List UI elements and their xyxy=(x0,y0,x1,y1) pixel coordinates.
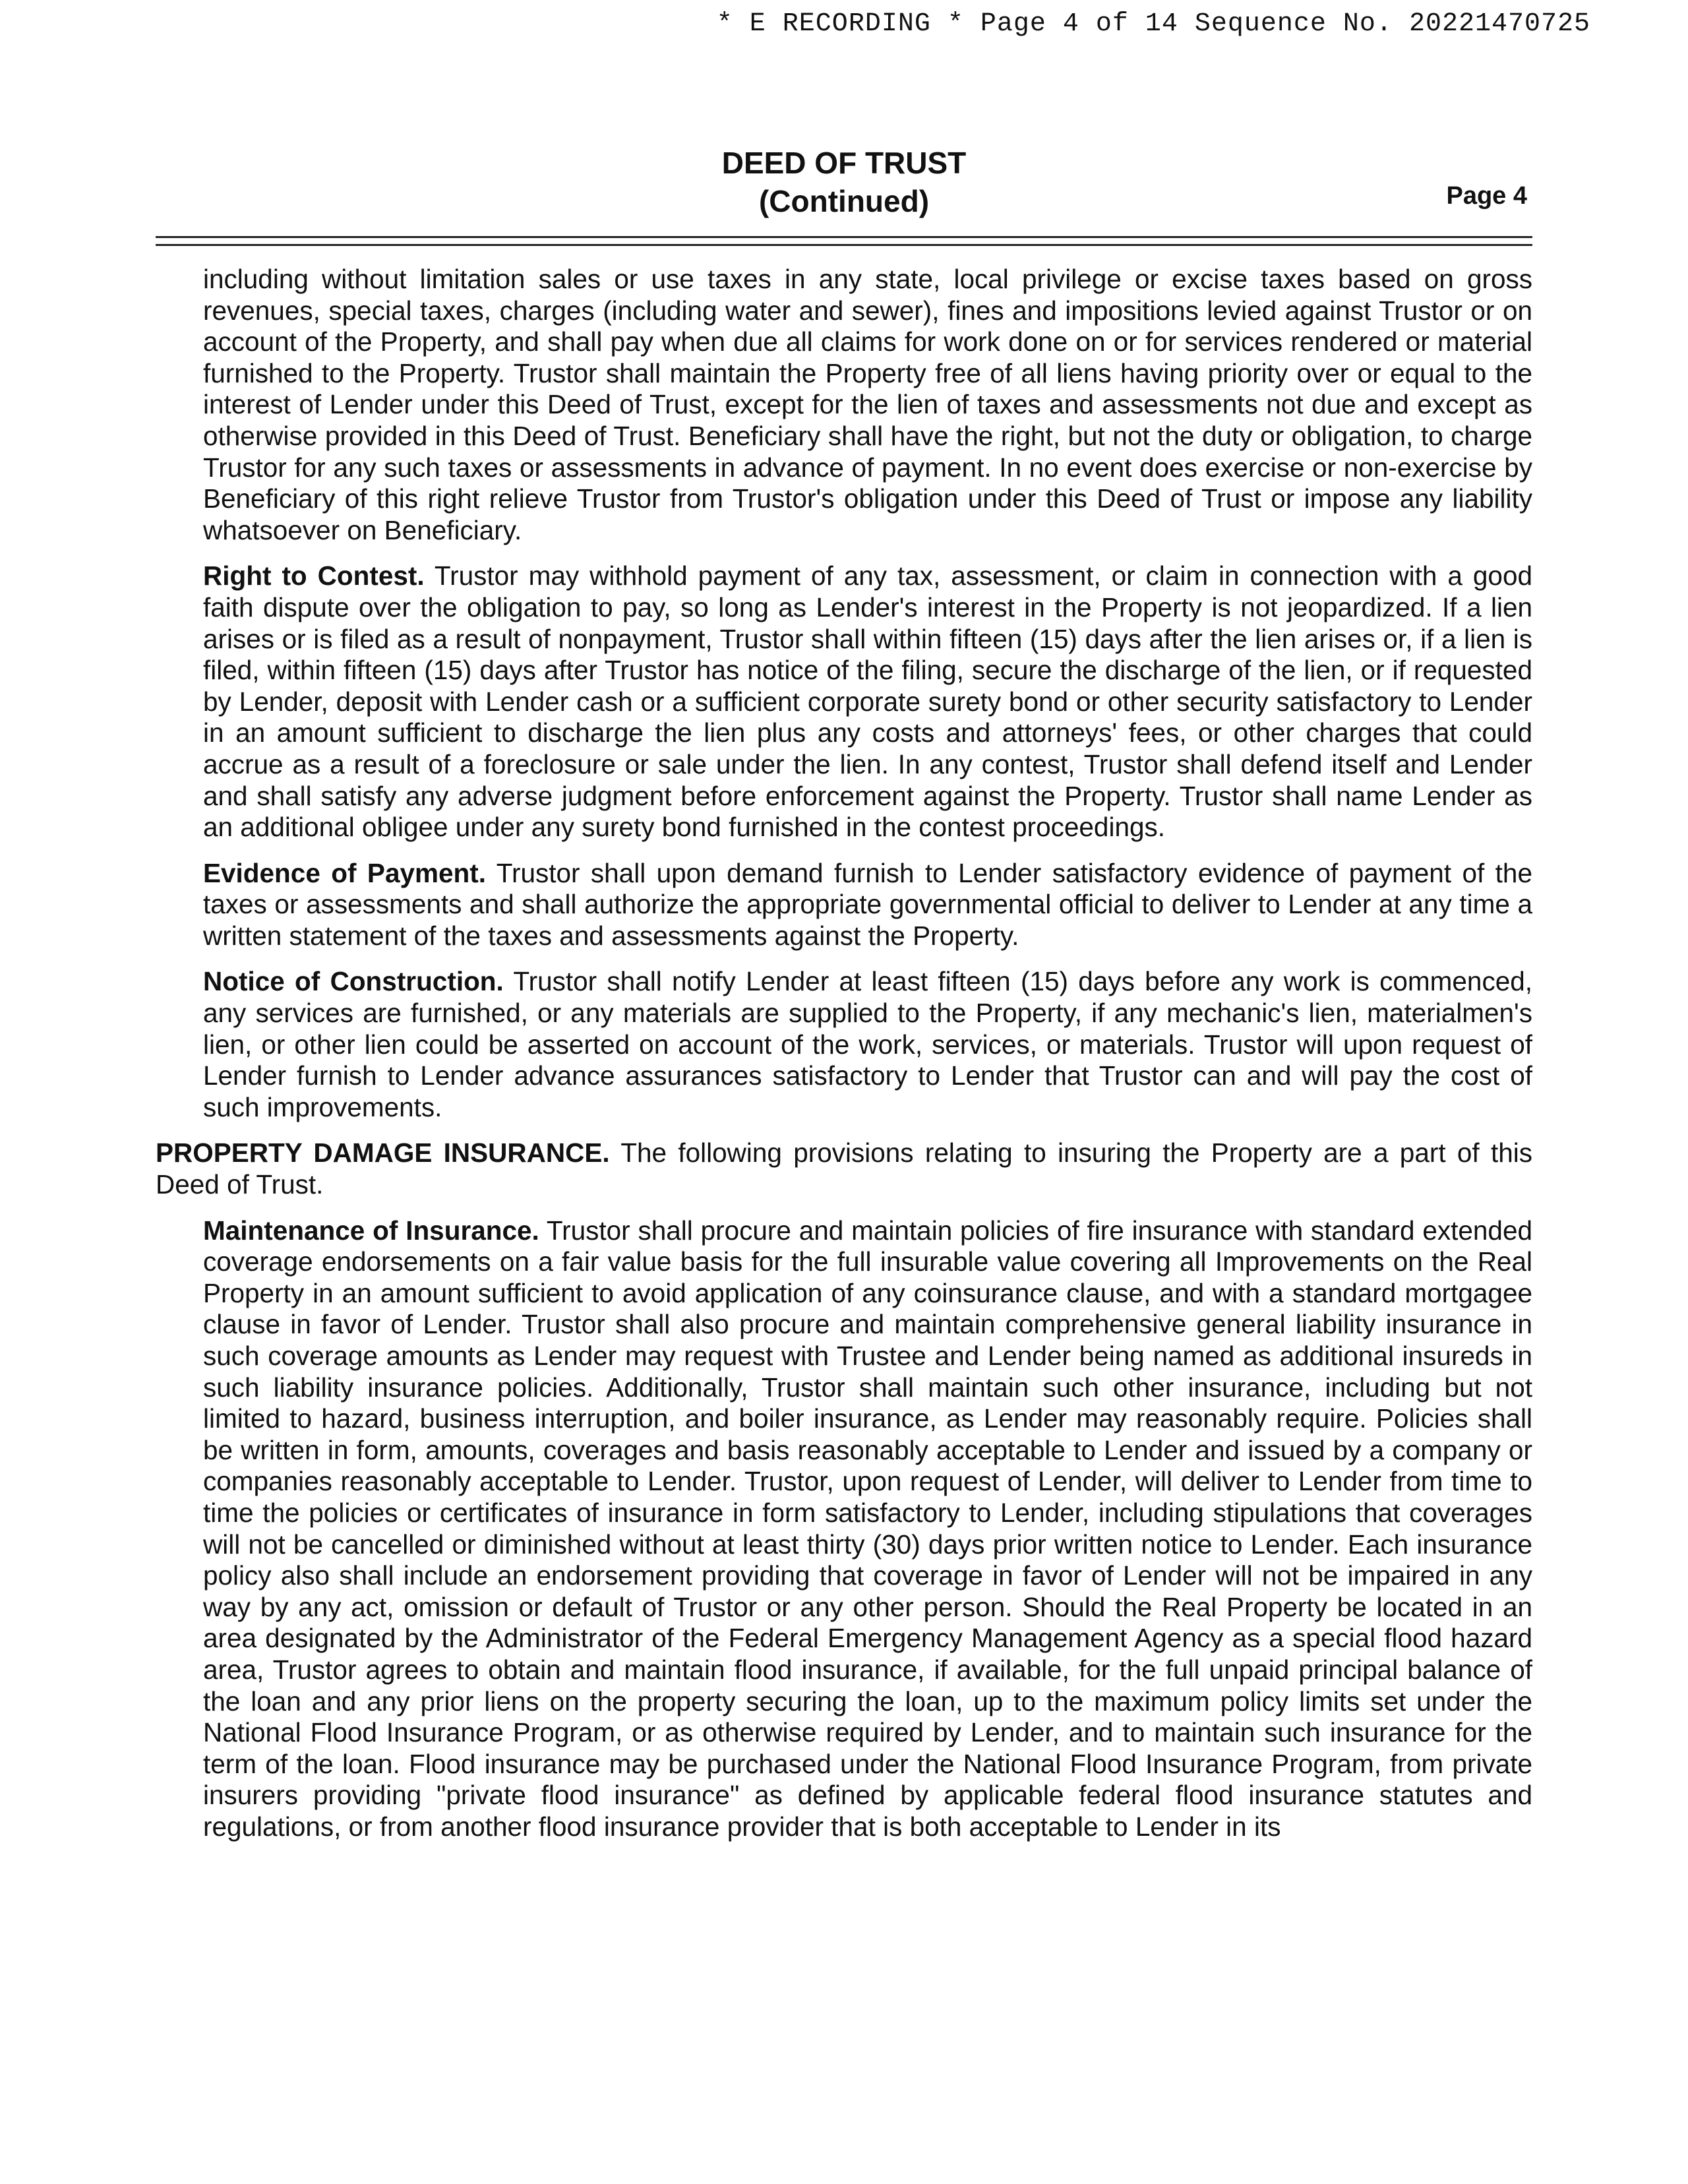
page-number: Page 4 xyxy=(1446,182,1527,210)
section-heading: Maintenance of Insurance. xyxy=(203,1215,539,1246)
document-subtitle: (Continued) xyxy=(758,184,930,218)
header-rule-top xyxy=(156,236,1532,238)
document-header xyxy=(0,144,1688,220)
section-maintenance-of-insurance xyxy=(203,1215,1532,1843)
section-text: The following provisions relating to insuring the Property are a part of this Deed of Trust. xyxy=(156,1138,1532,1200)
section-evidence-of-payment xyxy=(203,858,1532,952)
section-heading: Right to Contest. xyxy=(203,561,425,592)
document-title: DEED OF TRUST xyxy=(721,146,967,180)
section-heading: Notice of Construction. xyxy=(203,966,504,997)
section-heading: Evidence of Payment. xyxy=(203,857,487,888)
section-property-damage-insurance xyxy=(156,1138,1532,1200)
section-text: Trustor may withhold payment of any tax, assessment, or claim in connection with a good faith dispute over the obligation to pay, so long as Lender's interest in the Property is not jeopardized. If a lien arises or is filed as a result of nonpayment, Trustor shall within fifteen (15) days after the lien arises or, if a lien is filed, within fifteen (15) days after Trustor has notice of the filing, secure the discharge of the lien, or if requested by Lender, deposit with Lender cash or a sufficient corporate surety bond or other security satisfactory to Lender in an amount sufficient to discharge the lien plus any costs and attorneys' fees, or other charges that could accrue as a result of a foreclosure or sale under the lien. In any contest, Trustor shall defend itself and Lender and shall satisfy any adverse judgment before enforcement against the Property. Trustor shall name Lender as an additional obligee under any surety bond furnished in the contest proceedings. xyxy=(203,561,1532,843)
section-notice-of-construction xyxy=(203,966,1532,1123)
header-rule-bottom xyxy=(156,244,1532,246)
recording-stamp: * E RECORDING * Page 4 of 14 Sequence No. 20221470725 xyxy=(716,9,1590,39)
document-body xyxy=(156,264,1532,1858)
section-right-to-contest xyxy=(203,561,1532,843)
section-text: Trustor shall notify Lender at least fifteen (15) days before any work is commenced, any services are furnished, or any materials are supplied to the Property, if any mechanic's lien, materialmen's lien, or other lien could be asserted on account of the work, services, or materials. Trustor will upon request of Lender furnish to Lender advance assurances satisfactory to Lender that Trustor can and will pay the cost of such improvements. xyxy=(203,966,1532,1122)
section-text: Trustor shall upon demand furnish to Lender satisfactory evidence of payment of the taxes or assessments and shall authorize the appropriate governmental official to deliver to Lender at any time a written statement of the taxes and assessments against the Property. xyxy=(203,857,1532,951)
intro-paragraph: including without limitation sales or use taxes in any state, local privilege or excise taxes based on gross revenues, special taxes, charges (including water and sewer), fines and impositions levied against Trustor or on account of the Property, and shall pay when due all claims for work done on or for services rendered or material furnished to the Property. Trustor shall maintain the Property free of all liens having priority over or equal to the interest of Lender under this Deed of Trust, except for the lien of taxes and assessments not due and except as otherwise provided in this Deed of Trust. Beneficiary shall have the right, but not the duty or obligation, to charge Trustor for any such taxes or assessments in advance of payment. In no event does exercise or non-exercise by Beneficiary of this right relieve Trustor from Trustor's obligation under this Deed of Trust or impose any liability whatsoever on Beneficiary. xyxy=(203,264,1532,545)
section-text: Trustor shall procure and maintain policies of fire insurance with standard extended coverage endorsements on a fair value basis for the full insurable value covering all Improvements on the Real Property in an amount sufficient to avoid application of any coinsurance clause, and with a standard mortgagee clause in favor of Lender. Trustor shall also procure and maintain comprehensive general liability insurance in such coverage amounts as Lender may request with Trustee and Lender being named as additional insureds in such liability insurance policies. Additionally, Trustor shall maintain such other insurance, including but not limited to hazard, business interruption, and boiler insurance, as Lender may reasonably require. Policies shall be written in form, amounts, coverages and basis reasonably acceptable to Lender and issued by a company or companies reasonably acceptable to Lender. Trustor, upon request of Lender, will deliver to Lender from time to time the policies or certificates of insurance in form satisfactory to Lender, including stipulations that coverages will not be cancelled or diminished without at least thirty (30) days prior written notice to Lender. Each insurance policy also shall include an endorsement providing that coverage in favor of Lender will not be impaired in any way by any act, omission or default of Trustor or any other person. Should the Real Property be located in an area designated by the Administrator of the Federal Emergency Management Agency as a special flood hazard area, Trustor agrees to obtain and maintain flood insurance, if available, for the full unpaid principal balance of the loan and any prior liens on the property securing the loan, up to the maximum policy limits set under the National Flood Insurance Program, or as otherwise required by Lender, and to maintain such insurance for the term of the loan. Flood insurance may be purchased under the National Flood Insurance Program, from private insurers providing "private flood insurance" as defined by applicable federal flood insurance statutes and regulations, or from another flood insurance provider that is both acceptable to Lender in its xyxy=(203,1215,1533,1842)
section-heading: PROPERTY DAMAGE INSURANCE. xyxy=(156,1138,610,1168)
